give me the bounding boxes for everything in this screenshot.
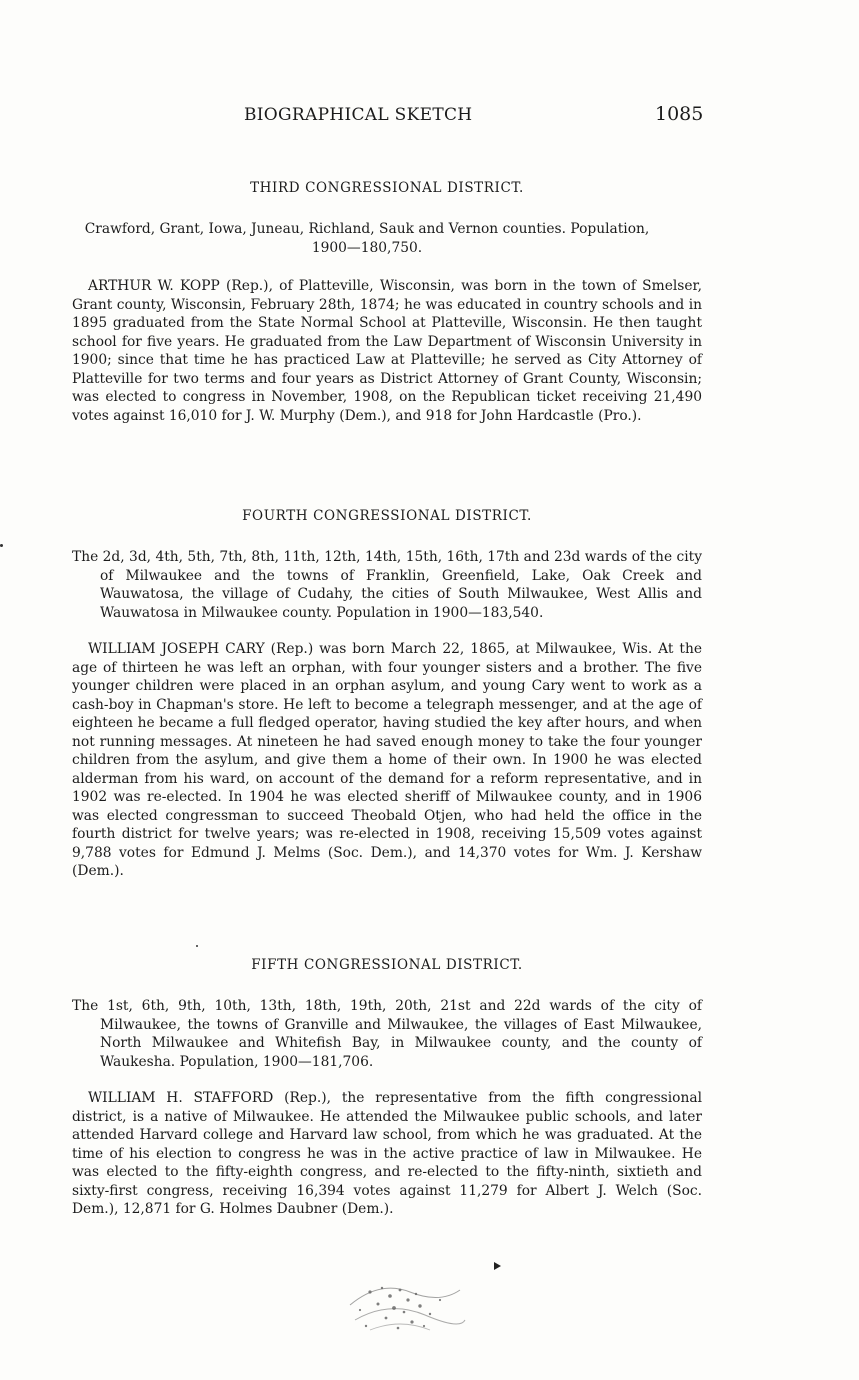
section-fifth-district bbox=[72, 957, 702, 1219]
biography-paragraph: WILLIAM H. STAFFORD (Rep.), the representative from the fifth congressional district, is a native of Milwaukee. He attended the Milwaukee public schools, and later attended Harvard college and Harvard law school, from which he was graduated. At the time of his election to congress he was in the active practice of law in Milwaukee. He was elected to the fifty-eighth congress, and re-elected to the fifty-ninth, sixtieth and sixty-first congress, receiving 16,394 votes against 11,279 for Albert J. Welch (Soc. Dem.), 12,871 for G. Holmes Daubner (Dem.). bbox=[72, 1090, 702, 1217]
margin-dot bbox=[0, 544, 3, 547]
section-third-district bbox=[72, 180, 702, 425]
district-counties: The 2d, 3d, 4th, 5th, 7th, 8th, 11th, 12th, 14th, 15th, 16th, 17th and 23d wards of the city of Milwaukee and the towns of Franklin, Greenfield, Lake, Oak Creek and Wauwatosa, the village of Cudahy, the cities of South Milwaukee, West Allis and Wauwatosa in Milwaukee county. Population in 1900—183,540. bbox=[72, 549, 702, 621]
district-title: FIFTH CONGRESSIONAL DISTRICT. bbox=[251, 957, 523, 973]
district-counties: Crawford, Grant, Iowa, Juneau, Richland, Sauk and Vernon counties. Population, 1900—180,750. bbox=[84, 221, 650, 256]
district-title: THIRD CONGRESSIONAL DISTRICT. bbox=[250, 180, 524, 196]
district-counties: The 1st, 6th, 9th, 10th, 13th, 18th, 19th, 20th, 21st and 22d wards of the city of Milwaukee, the towns of Granville and Milwaukee, the villages of East Milwaukee, North Milwaukee and Whitefish Bay, in Milwaukee county, and the county of Waukesha. Population, 1900—181,706. bbox=[72, 998, 702, 1070]
page-number: 1085 bbox=[655, 103, 704, 125]
biography-paragraph: ARTHUR W. KOPP (Rep.), of Platteville, Wisconsin, was born in the town of Smelser, Grant county, Wisconsin, February 28th, 1874; he was educated in country schools and in 1895 graduated from the State Normal School at Platteville, Wisconsin. He then taught school for five years. He graduated from the Law Department of Wisconsin University in 1900; since that time he has practiced Law at Platteville; he served as City Attorney of Platteville for two terms and four years as District Attorney of Grant County, Wisconsin; was elected to congress in November, 1908, on the Republican ticket receiving 21,490 votes against 16,010 for J. W. Murphy (Dem.), and 918 for John Hardcastle (Pro.). bbox=[72, 278, 702, 424]
biography-paragraph: WILLIAM JOSEPH CARY (Rep.) was born March 22, 1865, at Milwaukee, Wis. At the age of thirteen he was left an orphan, with four younger sisters and a brother. The five younger children were placed in an orphan asylum, and young Cary went to work as a cash-boy in Chapman's store. He left to become a telegraph messenger, and at the age of eighteen he became a full fledged operator, having studied the key after hours, and when not running messages. At nineteen he had saved enough money to take the four younger children from the asylum, and give them a home of their own. In 1900 he was elected alderman from his ward, on account of the demand for a reform representative, and in 1902 was re-elected. In 1904 he was elected sheriff of Milwaukee county, and in 1906 was elected congressman to succeed Theobald Otjen, who had held the office in the fourth district for twelve years; was re-elected in 1908, receiving 15,509 votes against 9,788 votes for Edmund J. Melms (Soc. Dem.), and 14,370 votes for Wm. J. Kershaw (Dem.). bbox=[72, 641, 702, 879]
ink-stamp-icon bbox=[330, 1270, 480, 1345]
section-fourth-district bbox=[72, 508, 702, 881]
right-pointing-triangle-icon bbox=[494, 1262, 501, 1270]
running-head: BIOGRAPHICAL SKETCH bbox=[244, 105, 473, 125]
district-title: FOURTH CONGRESSIONAL DISTRICT. bbox=[242, 508, 532, 524]
stray-dot bbox=[196, 945, 198, 947]
